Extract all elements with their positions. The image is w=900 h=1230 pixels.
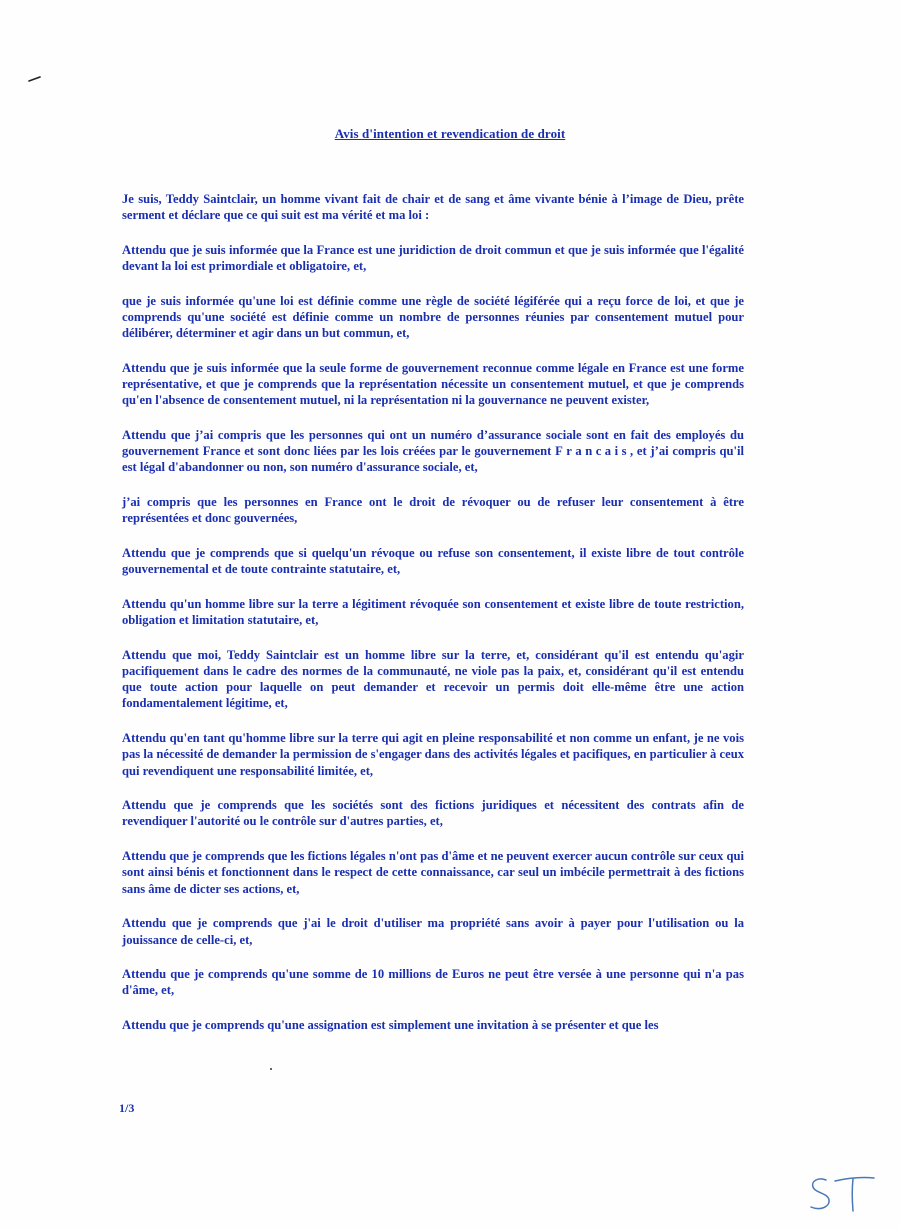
paragraph: j’ai compris que les personnes en France ont le droit de révoquer ou de refuser leur consentement à être représentées et donc gouvernées, bbox=[122, 495, 744, 526]
paragraph: Attendu que moi, Teddy Saintclair est un homme libre sur la terre, et, considérant qu'il est entendu qu'agir pacifiquement dans le cadre des normes de la communauté, ne viole pas la paix, et, considérant qu'il est entendu que toute action pour laquelle on peut demander et recevoir un permis doit elle-même être une action fondamentalement légitime, et, bbox=[122, 647, 744, 711]
paragraph-spaced-word: Francais bbox=[555, 444, 630, 459]
paragraph: Attendu que je comprends que les sociétés sont des fictions juridiques et nécessitent des contrats afin de revendiquer l'autorité ou le contrôle sur d'autres parties, et, bbox=[122, 798, 744, 829]
stray-dot bbox=[270, 1068, 272, 1070]
page-number: 1/3 bbox=[119, 1101, 135, 1115]
paragraph: Attendu qu'en tant qu'homme libre sur la terre qui agit en pleine responsabilité et non comme un enfant, je ne vois pas la nécessité de demander la permission de s'engager dans des activités légales et pacifiques, en particulier à ceux qui revendiquent une responsabilité limitée, et, bbox=[122, 731, 744, 778]
paragraph: Attendu que je comprends que les fictions légales n'ont pas d'âme et ne peuvent exercer aucun contrôle sur ceux qui sont ainsi bénis et fonctionnent dans le respect de cette connaissance, car seul un imbécile permettrait à des fictions sans âme de dicter ses actions, et, bbox=[122, 849, 744, 896]
stray-mark bbox=[28, 70, 42, 88]
paragraph-segment: Attendu que j’ai compris que les personnes qui ont un numéro d’assurance sociale sont en fait des employés du gouvernement France et sont donc liées par les lois créées par le gouvernement bbox=[122, 428, 744, 459]
paragraph: Attendu que je suis informée que la France est une juridiction de droit commun et que je suis informée que l'égalité devant la loi est primordiale et obligatoire, et, bbox=[122, 242, 744, 274]
paragraph: Attendu que je comprends que j'ai le droit d'utiliser ma propriété sans avoir à payer pour l'utilisation ou la jouissance de celle-ci, et, bbox=[122, 916, 744, 947]
document-title: Avis d'intention et revendication de droit bbox=[334, 126, 566, 141]
paragraph: Attendu qu'un homme libre sur la terre a légitiment révoquée son consentement et existe libre de toute restriction, obligation et limitation statutaire, et, bbox=[122, 596, 744, 628]
paragraph: que je suis informée qu'une loi est définie comme une règle de société légiférée qui a reçu force de loi, et que je comprends qu'une société est définie comme un nombre de personnes réunies par consentement mutuel pour délibérer, déterminer et agir dans un but commun, et, bbox=[122, 293, 744, 341]
document-body bbox=[122, 191, 744, 1052]
paragraph: Attendu que je comprends qu'une somme de 10 millions de Euros ne peut être versée à une personne qui n'a pas d'âme, et, bbox=[122, 967, 744, 998]
paragraph: Attendu que je suis informée que la seule forme de gouvernement reconnue comme légale en France est une forme représentative, et que je comprends que la représentation nécessite un consentement mutuel, et que je comprends qu'en l'absence de consentement mutuel, ni la représentation ni la gouvernance ne peuvent exister, bbox=[122, 360, 744, 408]
paragraph-segment: , et j’ai compris qu'il est légal d'abandonner ou non, son numéro d'assurance sociale, et, bbox=[122, 444, 745, 475]
handwritten-signature bbox=[808, 1172, 878, 1221]
paragraph: Attendu que je comprends qu'une assignation est simplement une invitation à se présenter et que les bbox=[122, 1018, 659, 1033]
paragraph: Attendu que je comprends que si quelqu'un révoque ou refuse son consentement, il existe libre de tout contrôle gouvernemental et de toute contrainte statutaire, et, bbox=[122, 546, 744, 577]
paragraph: Je suis, Teddy Saintclair, un homme vivant fait de chair et de sang et âme vivante bénie à l’image de Dieu, prête serment et déclare que ce qui suit est ma vérité et ma loi : bbox=[122, 192, 744, 223]
paragraph bbox=[122, 427, 744, 476]
